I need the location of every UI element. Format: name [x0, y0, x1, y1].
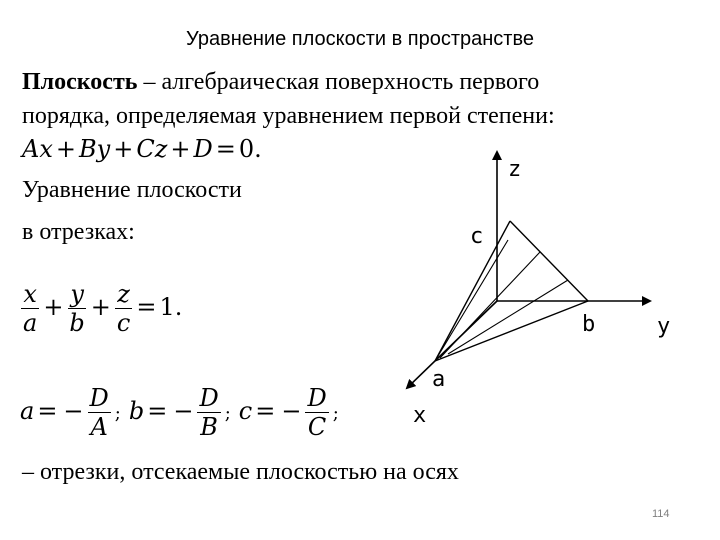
definition-line-1: [22, 66, 539, 98]
intercept-heading-line-1: Уравнение плоскости: [22, 177, 242, 203]
equals-sign: =: [215, 135, 236, 163]
fraction-D-over-B: [197, 384, 220, 441]
equals-sign: =: [37, 397, 58, 425]
denominator: B: [200, 413, 218, 441]
plus-sign: +: [43, 293, 64, 321]
denominator: c: [116, 309, 131, 337]
denominator: A: [90, 413, 108, 441]
plus-sign: +: [170, 135, 191, 163]
note-text: – отрезки, отсекаемые плоскостью на осях: [22, 459, 459, 485]
fraction-D-over-A: [88, 384, 111, 441]
fraction-z-over-c: [115, 280, 132, 337]
point-label-b: b: [582, 312, 596, 337]
plane-intercepts-diagram: [396, 146, 696, 436]
var-y: y: [96, 135, 111, 163]
denominator: C: [307, 413, 327, 441]
intercept-heading-line-2: в отрезках:: [22, 219, 135, 245]
minus-sign: −: [173, 397, 194, 425]
intercept-values: [20, 384, 339, 441]
numerator: D: [89, 384, 109, 412]
plus-sign: +: [90, 293, 111, 321]
minus-sign: −: [63, 397, 84, 425]
plane-hatch-line: [440, 252, 540, 358]
definition-term: Плоскость: [22, 69, 138, 95]
separator: ;: [332, 403, 339, 424]
equals-sign: =: [147, 397, 168, 425]
axis-label-x: x: [413, 403, 427, 428]
plane-edge-cb: [510, 221, 588, 301]
general-equation: [22, 133, 262, 165]
numerator: D: [307, 384, 327, 412]
numerator: D: [199, 384, 219, 412]
equals-sign: =: [255, 397, 276, 425]
point-label-c: c: [470, 224, 484, 249]
plane-edge-ab: [435, 301, 588, 361]
separator: ;: [224, 403, 231, 424]
var-z: z: [154, 135, 168, 163]
equals-sign: =: [136, 293, 157, 321]
zero-value: 0.: [238, 135, 262, 163]
coef-D: D: [193, 135, 213, 163]
slide-title: Уравнение плоскости в пространстве: [186, 28, 534, 50]
coef-B: B: [79, 135, 97, 163]
var-b: b: [128, 397, 145, 425]
coef-A: A: [22, 135, 40, 163]
fraction-y-over-b: [67, 280, 86, 337]
page-number: 114: [652, 508, 670, 520]
coef-C: C: [136, 135, 155, 163]
one-value: 1.: [159, 293, 183, 321]
definition-text: – алгебраическая поверхность первого: [137, 69, 540, 95]
axis-label-y: y: [657, 314, 671, 339]
denominator: a: [23, 309, 38, 337]
numerator: x: [23, 280, 37, 308]
plus-sign: +: [113, 135, 134, 163]
numerator: y: [70, 280, 84, 308]
axis-label-z: z: [508, 157, 522, 182]
fraction-x-over-a: [21, 280, 39, 337]
definition-line-2: порядка, определяемая уравнением первой степени:: [22, 103, 555, 129]
var-x: x: [39, 135, 53, 163]
plus-sign: +: [55, 135, 76, 163]
intercept-equation: [20, 280, 182, 337]
point-label-a: a: [432, 367, 446, 392]
var-c: c: [238, 397, 253, 425]
fraction-D-over-C: [305, 384, 328, 441]
var-a: a: [20, 397, 35, 425]
minus-sign: −: [281, 397, 302, 425]
separator: ;: [114, 403, 121, 424]
numerator: z: [117, 280, 130, 308]
plane-hatch-line: [448, 280, 568, 354]
denominator: b: [69, 309, 85, 337]
